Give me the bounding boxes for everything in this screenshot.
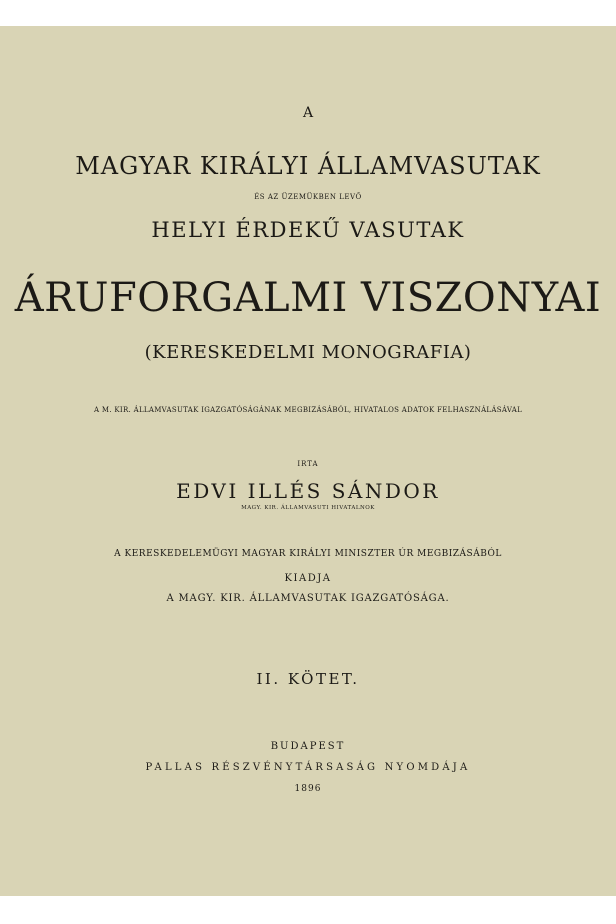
printer: PALLAS RÉSZVÉNYTÁRSASÁG NYOMDÁJA <box>145 762 471 773</box>
article-text: A <box>302 105 314 121</box>
author-name: EDVI ILLÉS SÁNDOR <box>176 479 440 503</box>
ministry-note: A KERESKEDELEMÜGYI MAGYAR KIRÁLYI MINISZTER ÚR MEGBIZÁSÁBÓL <box>114 549 502 559</box>
title-line-1: MAGYAR KIRÁLYI ÁLLAMVASUTAK <box>75 152 541 180</box>
publisher: A MAGY. KIR. ÁLLAMVASUTAK IGAZGATÓSÁGA. <box>166 593 450 604</box>
publish-label: KIADJA <box>284 573 332 584</box>
volume-label: II. KÖTET. <box>256 670 360 688</box>
by-label: IRTA <box>297 460 319 468</box>
title-connector: ÉS AZ ÜZEMÜKBEN LEVŐ <box>254 193 362 201</box>
title-line-2: HELYI ÉRDEKŰ VASUTAK <box>151 218 465 242</box>
subtitle: (KERESKEDELMI MONOGRAFIA) <box>144 342 472 363</box>
author-role: MAGY. KIR. ÁLLAMVASUTI HIVATALNOK <box>241 505 375 511</box>
publication-city: BUDAPEST <box>270 741 346 752</box>
publication-year: 1896 <box>294 784 322 794</box>
main-title: ÁRUFORGALMI VISZONYAI <box>14 275 602 321</box>
title-page <box>0 26 616 896</box>
commission-note: A M. KIR. ÁLLAMVASUTAK IGAZGATÓSÁGÁNAK MEGBIZÁSÁBÓL, HIVATALOS ADATOK FELHASZNÁLÁSÁVAL <box>93 406 523 414</box>
